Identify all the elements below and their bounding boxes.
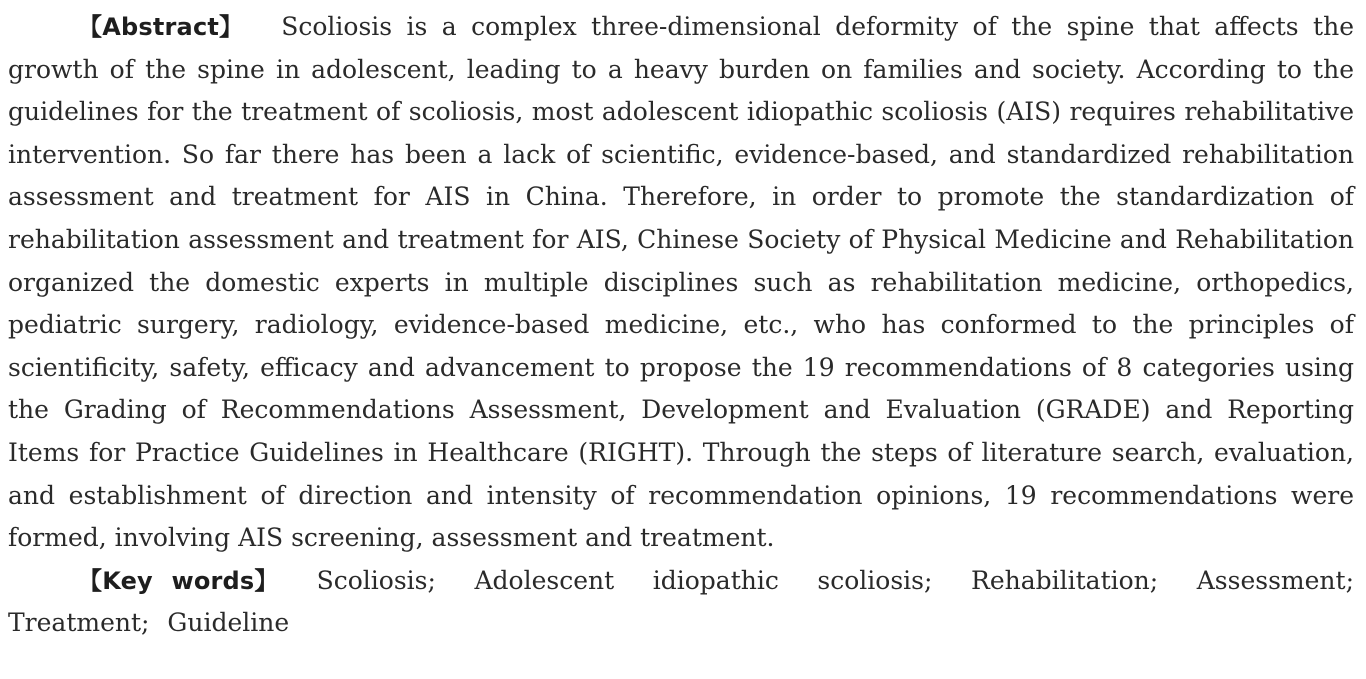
keywords-paragraph [8, 560, 1354, 645]
abstract-text: Scoliosis is a complex three-dimensional deformity of the spine that affects the growth of the spine in adolescent, leading to a heavy burden on families and society. According to the guidelines for the treatment of scoliosis, most adolescent idiopathic scoliosis (AIS) requires rehabilitative intervention. So far there has been a lack of scientific, evidence-based, and standardized rehabilitation assessment and treatment for AIS in China. Therefore, in order to promote the standardization of rehabilitation assessment and treatment for AIS, Chinese Society of Physical Medicine and Rehabilitation organized the domestic experts in multiple disciplines such as rehabilitation medicine, orthopedics, pediatric surgery, radiology, evidence-based medicine, etc., who has conformed to the principles of scientificity, safety, efficacy and advancement to propose the 19 recommendations of 8 categories using the Grading of Recommendations Assessment, Development and Evaluation (GRADE) and Reporting Items for Practice Guidelines in Healthcare (RIGHT). Through the steps of literature search, evaluation, and establishment of direction and intensity of recommendation opinions, 19 recommendations were formed, involving AIS screening, assessment and treatment. [8, 12, 1354, 553]
keywords-label: 【Key words】 [78, 566, 279, 595]
paper-abstract-section [8, 0, 1354, 645]
abstract-label: 【Abstract】 [78, 13, 244, 41]
abstract-paragraph [8, 0, 1354, 560]
keywords-text: Scoliosis; Adolescent idiopathic scoliosis; Rehabilitation; Assessment; Treatment; Guideline [8, 565, 1354, 638]
